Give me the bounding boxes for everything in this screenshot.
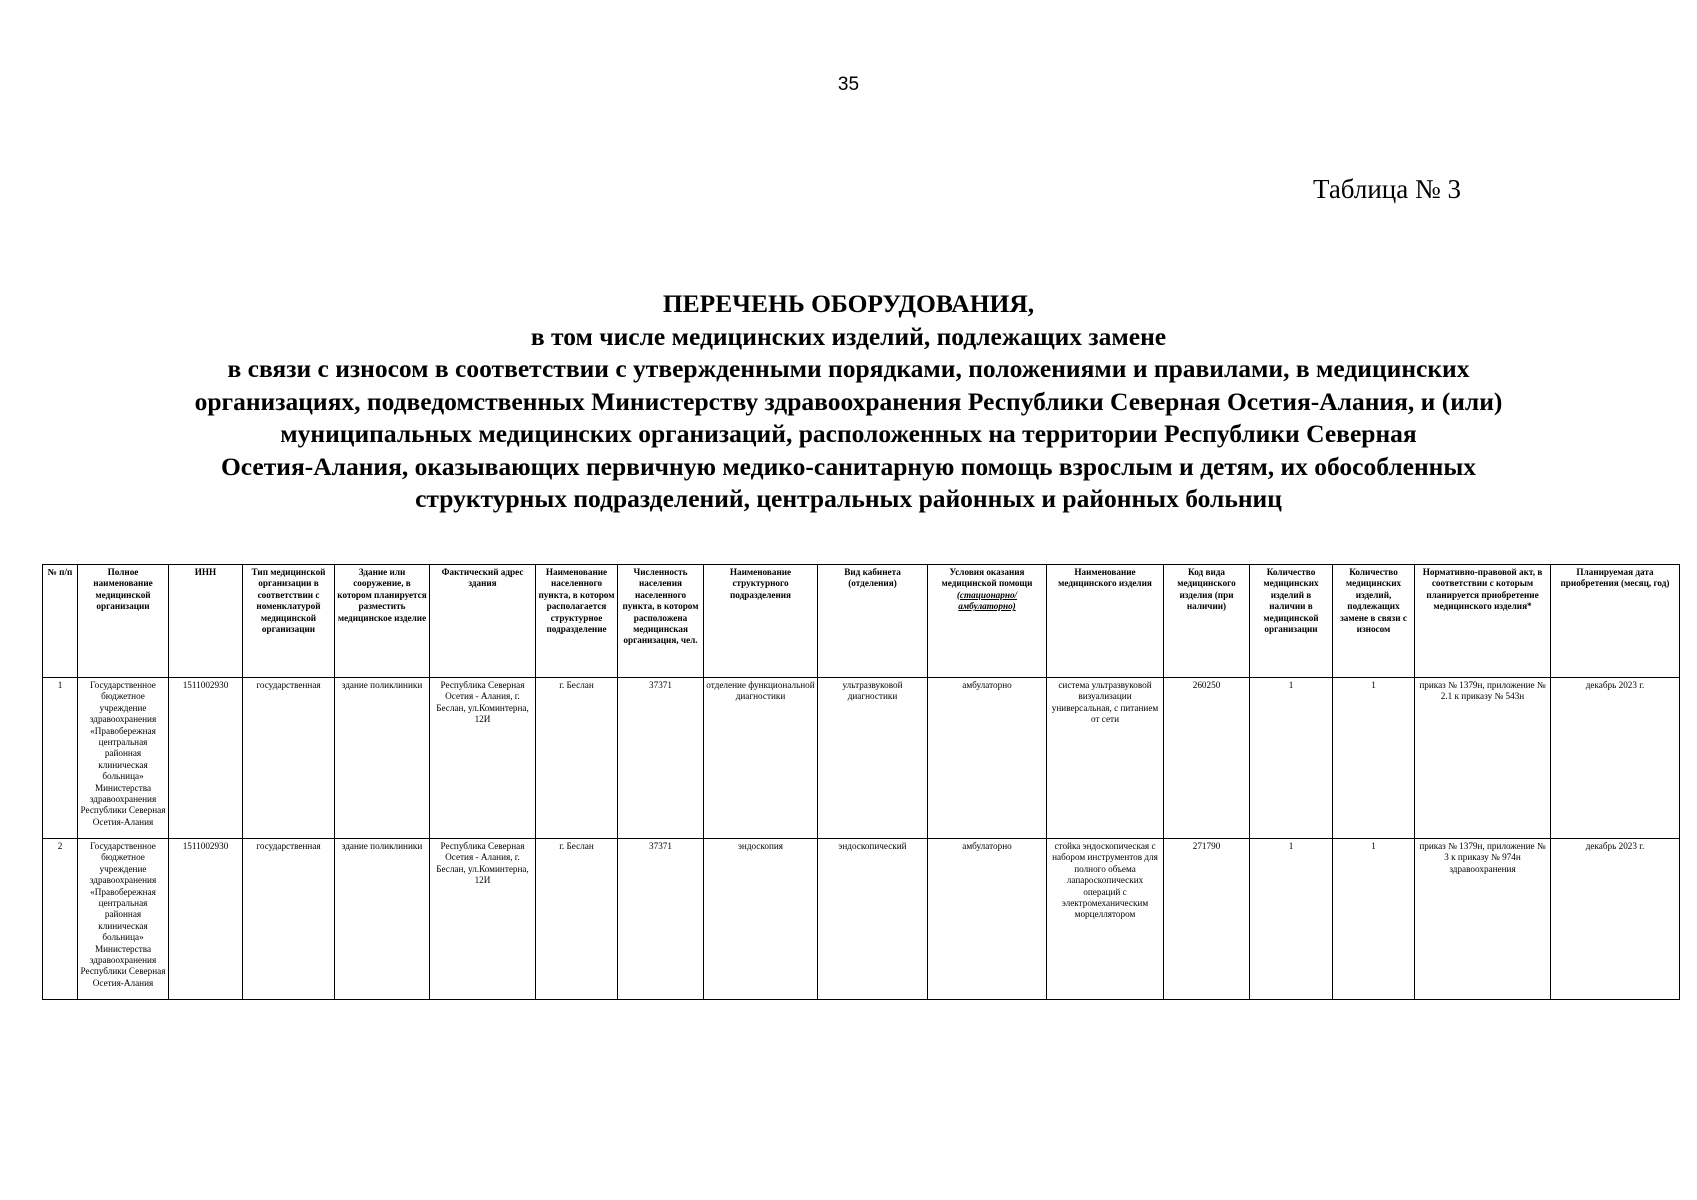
header-care-conditions	[928, 565, 1047, 678]
title-line-5: муниципальных медицинских организаций, расположенных на территории Республики Северная	[280, 419, 1417, 448]
cell-qty-replace: 1	[1333, 839, 1415, 1000]
cell-address: Республика Северная Осетия - Алания, г. Беслан, ул.Коминтерна, 12И	[430, 678, 536, 839]
page-number: 35	[837, 74, 860, 95]
cell-planned-date: декабрь 2023 г.	[1551, 839, 1680, 1000]
cell-department: эндоскопия	[704, 839, 818, 1000]
header-qty-replace: Количество медицинских изделий, подлежащих замене в связи с износом	[1333, 565, 1415, 678]
document-title	[100, 288, 1597, 516]
title-line-3: в связи с износом в соответствии с утвержденными порядками, положениями и правилами, в медицинских	[227, 354, 1470, 383]
title-line-7: структурных подразделений, центральных районных и районных больниц	[415, 484, 1282, 513]
cell-address: Республика Северная Осетия - Алания, г. Беслан, ул.Коминтерна, 12И	[430, 839, 536, 1000]
header-department: Наименование структурного подразделения	[704, 565, 818, 678]
cell-building: здание поликлиники	[335, 839, 430, 1000]
cell-qty-replace: 1	[1333, 678, 1415, 839]
cell-number: 1	[43, 678, 78, 839]
header-care-conditions-label: Условия оказания медицинской помощи	[941, 567, 1033, 589]
title-line-6: Осетия-Алания, оказывающих первичную медико-санитарную помощь взрослым и детям, их обособленных	[220, 451, 1477, 481]
header-cabinet-type: Вид кабинета (отделения)	[818, 565, 928, 678]
title-line-4: организациях, подведомственных Министерству здравоохранения Республики Северная Осетия-Алания, и (или)	[194, 386, 1503, 416]
cell-org-name: Государственное бюджетное учреждение здравоохранения «Правобережная центральная районная клиническая больница» Министерства здравоохранения Республики Северная Осетия-Алания	[78, 678, 169, 839]
cell-device-code: 271790	[1164, 839, 1250, 1000]
cell-device-name: стойка эндоскопическая с набором инструментов для полного объема лапароскопических операций с электромеханическим морцеллятором	[1047, 839, 1164, 1000]
header-device-name: Наименование медицинского изделия	[1047, 565, 1164, 678]
header-planned-date: Планируемая дата приобретения (месяц, год)	[1551, 565, 1680, 678]
cell-department: отделение функциональной диагностики	[704, 678, 818, 839]
cell-population: 37371	[618, 839, 704, 1000]
header-device-code: Код вида медицинского изделия (при наличии)	[1164, 565, 1250, 678]
cell-qty-available: 1	[1250, 839, 1333, 1000]
header-care-conditions-note: (стационарно/амбулаторно)	[956, 589, 1018, 612]
header-address: Фактический адрес здания	[430, 565, 536, 678]
cell-device-name: система ультразвуковой визуализации универсальная, с питанием от сети	[1047, 678, 1164, 839]
cell-org-type: государственная	[243, 839, 335, 1000]
cell-inn: 1511002930	[169, 678, 243, 839]
header-number: № п/п	[43, 565, 78, 678]
table-row	[43, 678, 1680, 839]
cell-org-type: государственная	[243, 678, 335, 839]
cell-number: 2	[43, 839, 78, 1000]
header-settlement: Наименование населенного пункта, в котором располагается структурное подразделение	[536, 565, 618, 678]
table-row	[43, 839, 1680, 1000]
cell-planned-date: декабрь 2023 г.	[1551, 678, 1680, 839]
header-population: Численность населения населенного пункта, в котором расположена медицинская организация, чел.	[618, 565, 704, 678]
cell-qty-available: 1	[1250, 678, 1333, 839]
cell-care-conditions: амбулаторно	[928, 678, 1047, 839]
cell-inn: 1511002930	[169, 839, 243, 1000]
table-caption: Таблица № 3	[1313, 174, 1461, 204]
title-line-2: в том числе медицинских изделий, подлежащих замене	[530, 321, 1167, 351]
header-building: Здание или сооружение, в котором планируется разместить медицинское изделие	[335, 565, 430, 678]
cell-settlement: г. Беслан	[536, 678, 618, 839]
header-org-type: Тип медицинской организации в соответствии с номенклатурой медицинской организации	[243, 565, 335, 678]
cell-legal-act: приказ № 1379н, приложение № 2.1 к приказу № 543н	[1415, 678, 1551, 839]
table-header-row	[43, 565, 1680, 678]
cell-device-code: 260250	[1164, 678, 1250, 839]
header-org-name: Полное наименование медицинской организации	[78, 565, 169, 678]
cell-cabinet-type: эндоскопический	[818, 839, 928, 1000]
equipment-table	[42, 564, 1680, 1000]
cell-cabinet-type: ультразвуковой диагностики	[818, 678, 928, 839]
cell-care-conditions: амбулаторно	[928, 839, 1047, 1000]
cell-building: здание поликлиники	[335, 678, 430, 839]
cell-population: 37371	[618, 678, 704, 839]
cell-org-name: Государственное бюджетное учреждение здравоохранения «Правобережная центральная районная клиническая больница» Министерства здравоохранения Республики Северная Осетия-Алания	[78, 839, 169, 1000]
cell-settlement: г. Беслан	[536, 839, 618, 1000]
header-inn: ИНН	[169, 565, 243, 678]
header-legal-act: Нормативно-правовой акт, в соответствии с которым планируется приобретение медицинского изделия*	[1415, 565, 1551, 678]
header-qty-available: Количество медицинских изделий в наличии в медицинской организации	[1250, 565, 1333, 678]
cell-legal-act: приказ № 1379н, приложение № 3 к приказу № 974н здравоохранения	[1415, 839, 1551, 1000]
title-line-1: ПЕРЕЧЕНЬ ОБОРУДОВАНИЯ,	[662, 289, 1035, 318]
